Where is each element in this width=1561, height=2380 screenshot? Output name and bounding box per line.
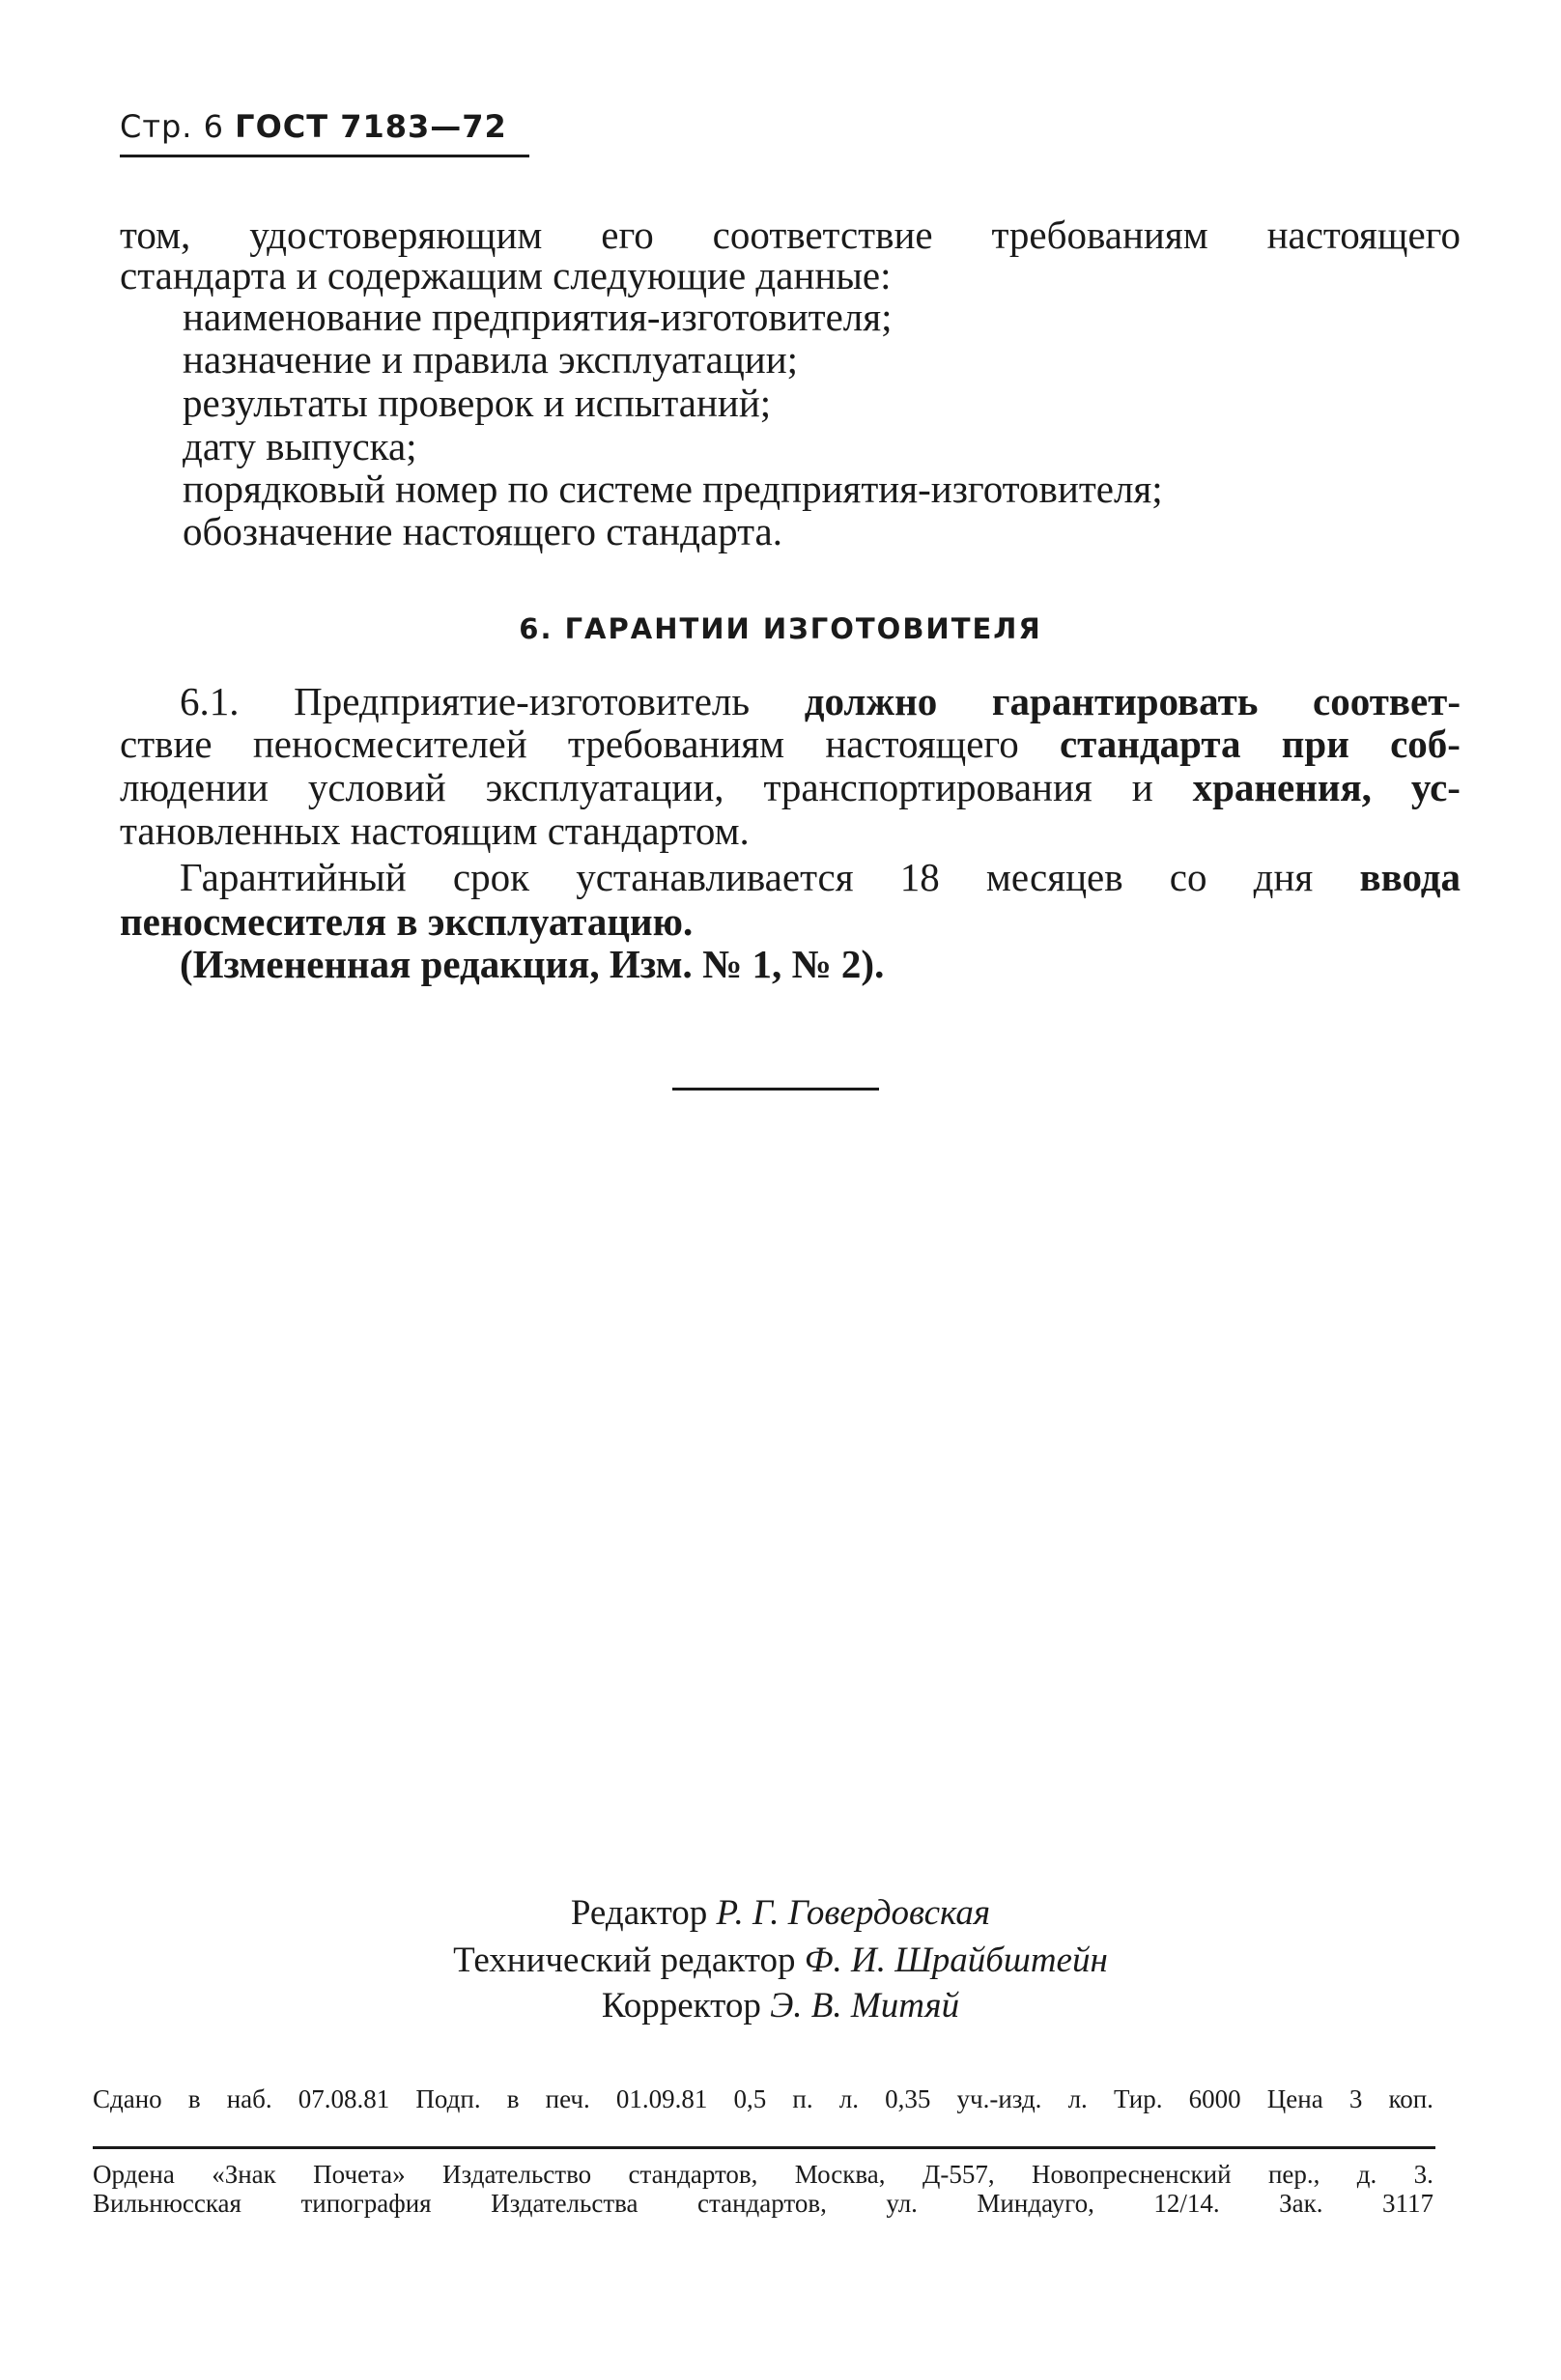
word: ствие <box>120 722 213 766</box>
word: людении <box>120 765 269 809</box>
imprint-rule <box>93 2146 1435 2149</box>
warranty-line-2: пеносмесителя в эксплуатацию. <box>120 899 694 944</box>
word: дня <box>1253 855 1314 899</box>
word: Тир. <box>1113 2084 1163 2113</box>
amendment-note: (Измененная редакция, Изм. № 1, № 2). <box>180 942 885 986</box>
word: должно <box>804 679 938 723</box>
passport-item: дату выпуска; <box>183 424 417 468</box>
word: требованиям <box>567 722 785 766</box>
word: Миндауго, <box>977 2189 1094 2218</box>
warranty-line-1 <box>180 855 1461 899</box>
word: л. <box>838 2084 859 2113</box>
imprint-line-2 <box>93 2162 1433 2188</box>
word: Гарантийный <box>180 855 407 899</box>
separator-rule <box>672 1088 879 1091</box>
word: «Знак <box>212 2160 276 2189</box>
word: соб- <box>1390 722 1461 766</box>
word: д. <box>1356 2160 1377 2189</box>
clause-6-1-line-1 <box>180 679 1461 723</box>
word: ул. <box>886 2189 918 2218</box>
word: стандартов, <box>697 2189 827 2218</box>
word: 6000 <box>1188 2084 1241 2113</box>
credit-role: Технический редактор <box>453 1941 796 1980</box>
imprint-line-1 <box>93 2086 1433 2112</box>
word: 3117 <box>1382 2189 1433 2218</box>
word: месяцев <box>985 855 1123 899</box>
word: в <box>187 2084 201 2113</box>
word: Новопресненский <box>1032 2160 1232 2189</box>
word: 0,5 <box>733 2084 767 2113</box>
word: типография <box>300 2189 432 2218</box>
clause-6-1-line-4: тановленных настоящим стандартом. <box>120 808 750 853</box>
word: со <box>1169 855 1207 899</box>
word: стандарта <box>1059 722 1241 766</box>
page-label: Стр. 6 <box>120 108 224 145</box>
word: настоящего <box>1266 212 1461 257</box>
word: и <box>1131 765 1153 809</box>
word: соответ- <box>1313 679 1461 723</box>
word: уч.-изд. <box>956 2084 1042 2113</box>
word: срок <box>452 855 530 899</box>
word: гарантировать <box>991 679 1259 723</box>
credit-name: Ф. И. Шрайбштейн <box>804 1941 1108 1980</box>
word: Издательства <box>491 2189 639 2218</box>
word: Д-557, <box>922 2160 995 2189</box>
word: п. <box>792 2084 813 2113</box>
standard-number: ГОСТ 7183—72 <box>235 108 507 145</box>
word: том, <box>120 212 191 257</box>
word: Цена <box>1266 2084 1323 2113</box>
word: удостоверяющим <box>249 212 543 257</box>
word: при <box>1281 722 1349 766</box>
word: Зак. <box>1279 2189 1323 2218</box>
word: 0,35 <box>885 2084 931 2113</box>
credit-tech-editor <box>0 1942 1561 1978</box>
credit-role: Корректор <box>601 1986 761 2026</box>
word: Москва, <box>794 2160 886 2189</box>
word: 3. <box>1413 2160 1433 2189</box>
word: л. <box>1067 2084 1088 2113</box>
word: 3 <box>1348 2084 1363 2113</box>
page-header <box>120 108 507 145</box>
word: 6.1. <box>180 679 240 723</box>
passport-line-2: стандарта и содержащим следующие данные: <box>120 253 892 298</box>
clause-6-1-line-2 <box>120 724 1461 764</box>
word: наб. <box>226 2084 272 2113</box>
passport-line-1 <box>120 212 1461 257</box>
word: пер., <box>1267 2160 1320 2189</box>
clause-6-1-line-3 <box>120 765 1461 809</box>
word: его <box>601 212 654 257</box>
passport-item: наименование предприятия-изготовителя; <box>183 295 893 339</box>
word: 18 <box>899 855 940 899</box>
credit-corrector <box>0 1988 1561 2024</box>
passport-item: порядковый номер по системе предприятия-изготовителя; <box>183 467 1163 511</box>
word: пеносмесителей <box>252 722 527 766</box>
word: соответствие <box>712 212 933 257</box>
word: условий <box>307 765 446 809</box>
credit-name: Р. Г. Говердовская <box>716 1893 991 1933</box>
word: печ. <box>545 2084 590 2113</box>
word: хранения, <box>1192 765 1372 809</box>
word: 07.08.81 <box>298 2084 390 2113</box>
word: в <box>506 2084 520 2113</box>
word: Предприятие-изготовитель <box>294 679 751 723</box>
word: Ордена <box>93 2160 175 2189</box>
word: коп. <box>1388 2084 1433 2113</box>
word: 12/14. <box>1153 2189 1220 2218</box>
word: Подп. <box>415 2084 481 2113</box>
section-heading: 6. ГАРАНТИИ ИЗГОТОВИТЕЛЯ <box>519 612 1042 645</box>
credit-editor <box>0 1895 1561 1931</box>
word: требованиям <box>991 212 1208 257</box>
imprint-line-3 <box>93 2191 1433 2217</box>
word: ус- <box>1410 765 1461 809</box>
word: Издательство <box>442 2160 592 2189</box>
credit-name: Э. В. Митяй <box>770 1986 960 2026</box>
word: настоящего <box>825 722 1019 766</box>
passport-item: назначение и правила эксплуатации; <box>183 337 799 382</box>
passport-item: обозначение настоящего стандарта. <box>183 509 782 553</box>
word: стандартов, <box>628 2160 758 2189</box>
word: устанавливается <box>576 855 854 899</box>
word: ввода <box>1359 855 1461 899</box>
word: Сдано <box>93 2084 162 2113</box>
word: 01.09.81 <box>615 2084 708 2113</box>
word: Вильнюсская <box>93 2189 241 2218</box>
word: транспортирования <box>763 765 1093 809</box>
word: Почета» <box>313 2160 406 2189</box>
credit-role: Редактор <box>570 1893 708 1933</box>
passport-item: результаты проверок и испытаний; <box>183 381 772 425</box>
word: эксплуатации, <box>485 765 724 809</box>
header-rule <box>120 155 529 157</box>
